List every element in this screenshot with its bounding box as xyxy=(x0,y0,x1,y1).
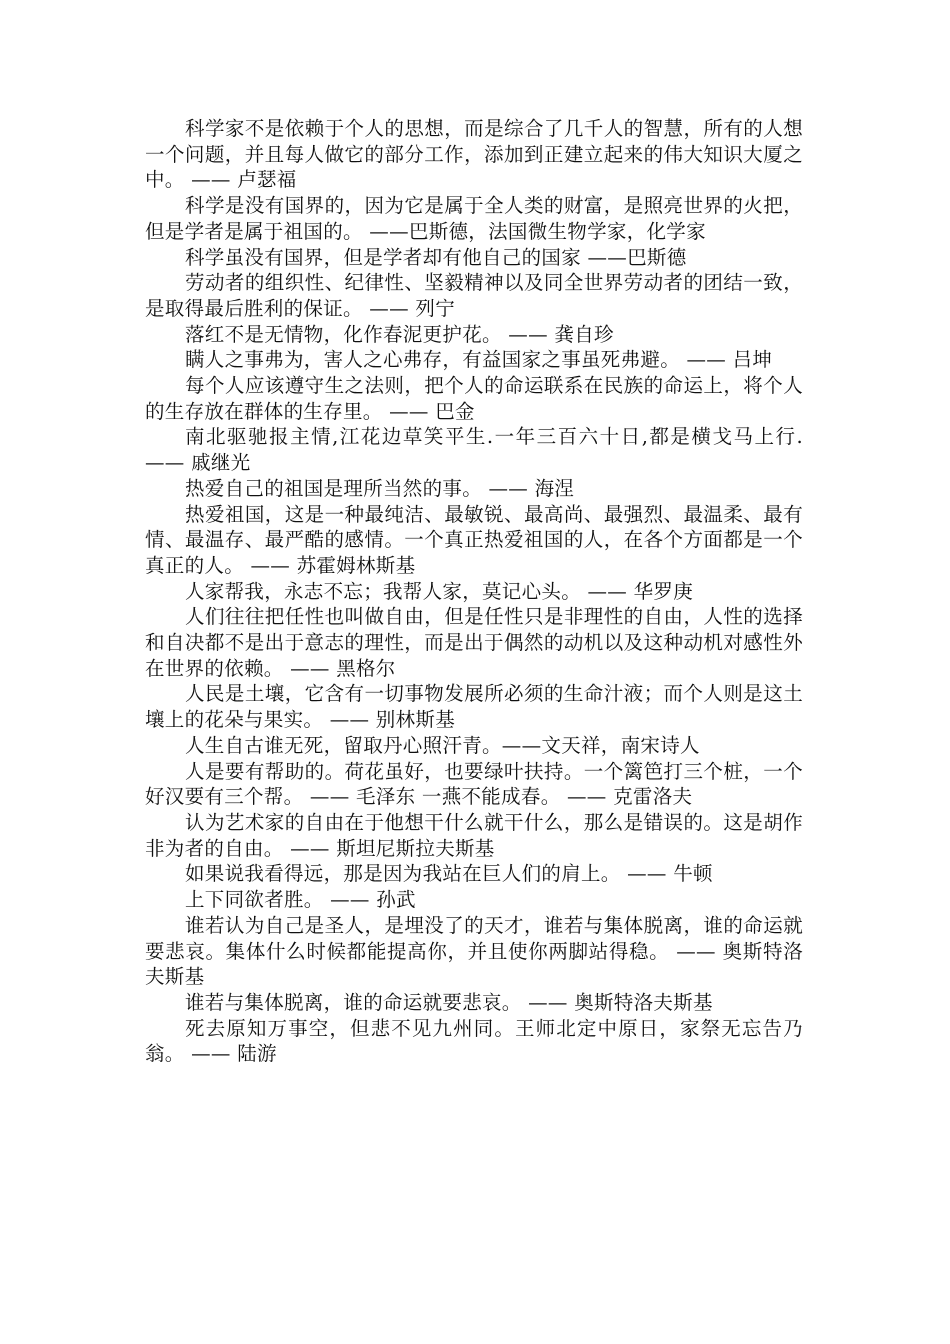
quote-paragraph: 认为艺术家的自由在于他想干什么就干什么，那么是错误的。这是胡作非为者的自由。 —— 斯坦尼斯拉夫斯基 xyxy=(145,810,803,860)
document-body xyxy=(145,116,803,1067)
quote-paragraph: 谁若认为自己是圣人，是埋没了的天才，谁若与集体脱离，谁的命运就要悲哀。集体什么时候都能提高你，并且使你两脚站得稳。 —— 奥斯特洛夫斯基 xyxy=(145,913,803,989)
quote-paragraph: 如果说我看得远，那是因为我站在巨人们的肩上。 —— 牛顿 xyxy=(185,862,713,886)
quote-paragraph: 劳动者的组织性、纪律性、坚毅精神以及同全世界劳动者的团结一致，是取得最后胜利的保证。 —— 列宁 xyxy=(145,271,803,320)
quote-paragraph: 谁若与集体脱离，谁的命运就要悲哀。 —— 奥斯特洛夫斯基 xyxy=(185,990,713,1014)
quote-paragraph: 科学是没有国界的，因为它是属于全人类的财富，是照亮世界的火把，但是学者是属于祖国的。 ——巴斯德，法国微生物学家，化学家 xyxy=(145,194,803,243)
quote-paragraph: 南北驱驰报主情,江花边草笑平生.一年三百六十日,都是横戈马上行. —— 戚继光 xyxy=(145,425,803,475)
quote-paragraph: 热爱祖国，这是一种最纯洁、最敏锐、最高尚、最强烈、最温柔、最有情、最温存、最严酷的感情。一个真正热爱祖国的人，在各个方面都是一个真正的人。 —— 苏霍姆林斯基 xyxy=(145,502,803,577)
quote-paragraph: 科学虽没有国界，但是学者却有他自己的国家 ——巴斯德 xyxy=(185,245,687,269)
quote-paragraph: 热爱自己的祖国是理所当然的事。 —— 海涅 xyxy=(185,476,575,500)
quote-paragraph: 人是要有帮助的。荷花虽好，也要绿叶扶持。一个篱笆打三个桩，一个好汉要有三个帮。 —— 毛泽东 一燕不能成春。 —— 克雷洛夫 xyxy=(145,759,803,809)
quote-paragraph: 人生自古谁无死，留取丹心照汗青。——文天祥，南宋诗人 xyxy=(185,733,700,757)
quote-paragraph: 每个人应该遵守生之法则，把个人的命运联系在民族的命运上，将个人的生存放在群体的生存里。 —— 巴金 xyxy=(145,374,803,423)
quote-paragraph: 科学家不是依赖于个人的思想，而是综合了几千人的智慧，所有的人想一个问题，并且每人做它的部分工作，添加到正建立起来的伟大知识大厦之中。 —— 卢瑟福 xyxy=(145,117,803,192)
quote-paragraph: 落红不是无情物，化作春泥更护花。 —— 龚自珍 xyxy=(185,322,614,346)
quote-paragraph: 人家帮我，永志不忘；我帮人家，莫记心头。 —— 华罗庚 xyxy=(185,579,693,603)
quote-paragraph: 死去原知万事空，但悲不见九州同。王师北定中原日，家祭无忘告乃翁。 —— 陆游 xyxy=(145,1016,803,1066)
quote-paragraph: 人们往往把任性也叫做自由，但是任性只是非理性的自由，人性的选择和自决都不是出于意志的理性，而是出于偶然的动机以及这种动机对感性外在世界的依赖。 —— 黑格尔 xyxy=(145,605,803,680)
quote-paragraph: 瞒人之事弗为，害人之心弗存，有益国家之事虽死弗避。 —— 吕坤 xyxy=(185,348,773,372)
quote-paragraph: 人民是土壤，它含有一切事物发展所必须的生命汁液；而个人则是这土壤上的花朵与果实。 —— 别林斯基 xyxy=(145,682,803,732)
quote-paragraph: 上下同欲者胜。 —— 孙武 xyxy=(185,888,416,912)
